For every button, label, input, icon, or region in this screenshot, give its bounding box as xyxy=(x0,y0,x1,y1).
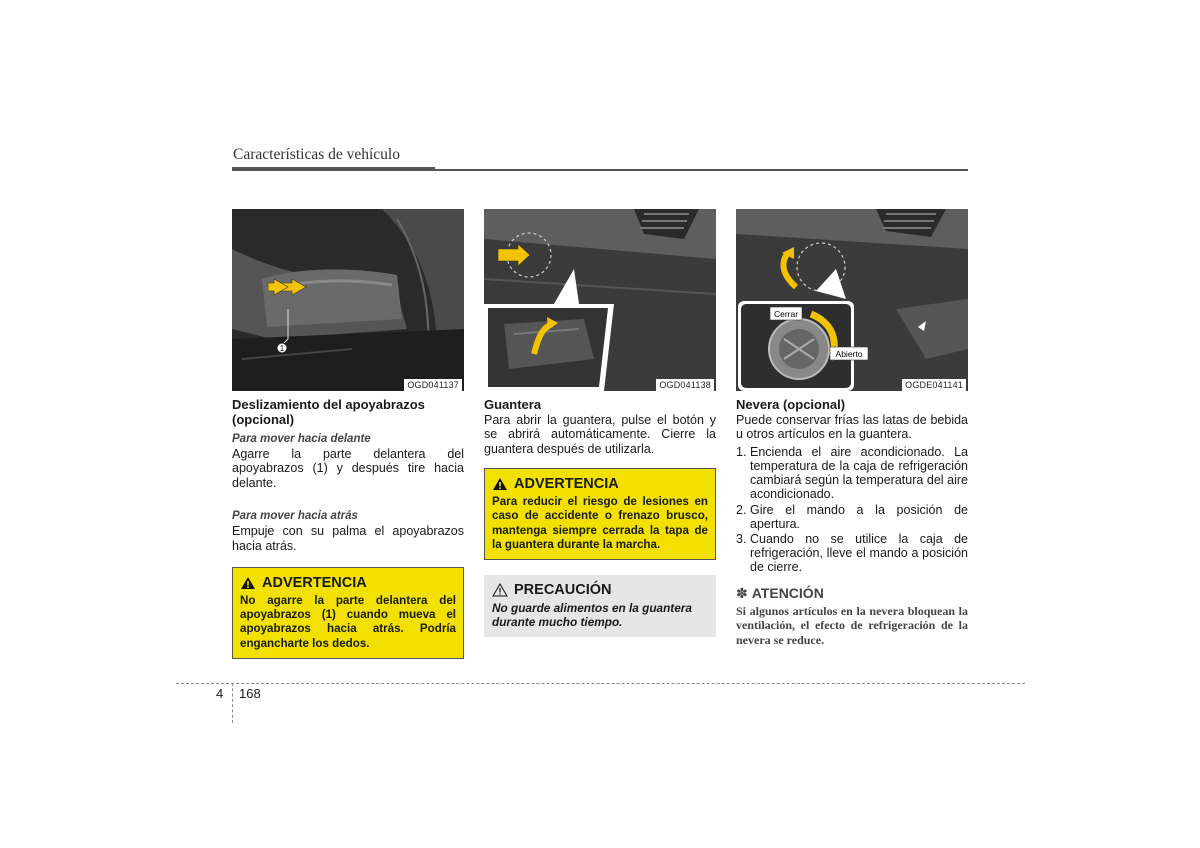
warning-text: No agarre la parte delantera del apoyabrazos (1) cuando mueva el apoyabrazos hacia atrás. Podría engancharte los dedos. xyxy=(240,594,456,650)
glovebox-figure xyxy=(484,209,716,391)
section-heading: Deslizamiento del apoyabrazos (opcional) xyxy=(232,397,425,427)
warning-triangle-icon xyxy=(492,477,508,491)
glovebox-illustration xyxy=(484,209,716,391)
warning-triangle-icon xyxy=(240,576,256,590)
warning-title xyxy=(240,574,456,592)
section-heading: Nevera (opcional) xyxy=(736,397,846,412)
figure-code: OGD041137 xyxy=(404,379,462,391)
open-label: Abierto xyxy=(835,349,863,359)
column-cooler xyxy=(736,209,968,647)
warning-box xyxy=(232,567,464,659)
list-item: 3. Cuando no se utilice la caja de refrigeración, lleve el mando a posición de cierre. xyxy=(736,532,968,575)
notice-title xyxy=(736,585,968,602)
header-rule-thin xyxy=(435,169,968,171)
notice-text: Si algunos artículos en la nevera bloquean la ventilación, el efecto de refrigeración de la nevera se reduce. xyxy=(736,603,968,647)
warning-box xyxy=(484,468,716,560)
armrest-illustration xyxy=(232,209,464,391)
column-glovebox xyxy=(484,209,716,637)
column-armrest xyxy=(232,209,464,659)
subheading-backward: Para mover hacia atrás xyxy=(232,510,358,523)
figure-code: OGDE041141 xyxy=(902,379,966,391)
body-text: Para abrir la guantera, pulse el botón y se abrirá automáticamente. Cierre la guantera después de utilizarla. xyxy=(484,413,716,456)
cooler-illustration xyxy=(736,209,968,391)
caution-box xyxy=(484,575,716,637)
warning-text: Para reducir el riesgo de lesiones en caso de accidente o frenazo brusco, mantenga siempre cerrada la tapa de la guantera durante la marcha. xyxy=(492,495,708,551)
list-item: 1. Encienda el aire acondicionado. La temperatura de la caja de refrigeración cambiará según la temperatura del aire acondicionado. xyxy=(736,444,968,502)
caution-title xyxy=(492,581,708,599)
warning-title-text: ADVERTENCIA xyxy=(514,476,619,493)
footer-divider xyxy=(232,683,233,723)
body-text: Puede conservar frías las latas de bebida u otros artículos en la guantera. xyxy=(736,413,968,442)
warning-title xyxy=(492,475,708,493)
cooler-figure xyxy=(736,209,968,391)
subheading-forward: Para mover hacia delante xyxy=(232,433,371,445)
asterisk-icon: ✽ xyxy=(736,584,748,601)
steps-list xyxy=(736,445,968,575)
warning-title-text: ADVERTENCIA xyxy=(262,575,367,592)
armrest-figure xyxy=(232,209,464,391)
caution-text: No guarde alimentos en la guantera durante mucho tiempo. xyxy=(492,601,692,630)
body-text-forward: Agarre la parte delantera del apoyabrazos (1) y después tire hacia delante. xyxy=(232,447,464,490)
header-rule-thick xyxy=(232,167,435,171)
list-item: 2. Gire el mando a la posición de apertura. xyxy=(736,502,968,531)
chapter-number: 4 xyxy=(216,686,224,701)
page-header-title: Características de vehículo xyxy=(233,146,400,163)
caution-title-text: PRECAUCIÓN xyxy=(514,582,612,599)
page-number: 168 xyxy=(239,686,261,701)
caution-triangle-icon xyxy=(492,583,508,597)
callout-1-label: 1 xyxy=(279,344,285,353)
body-text-backward: Empuje con su palma el apoyabrazos hacia atrás. xyxy=(232,524,464,553)
close-label: Cerrar xyxy=(773,309,799,319)
figure-code: OGD041138 xyxy=(656,379,714,391)
notice-title-text: ATENCIÓN xyxy=(751,585,824,602)
footer-rule xyxy=(176,683,1025,684)
section-heading: Guantera xyxy=(484,397,542,412)
